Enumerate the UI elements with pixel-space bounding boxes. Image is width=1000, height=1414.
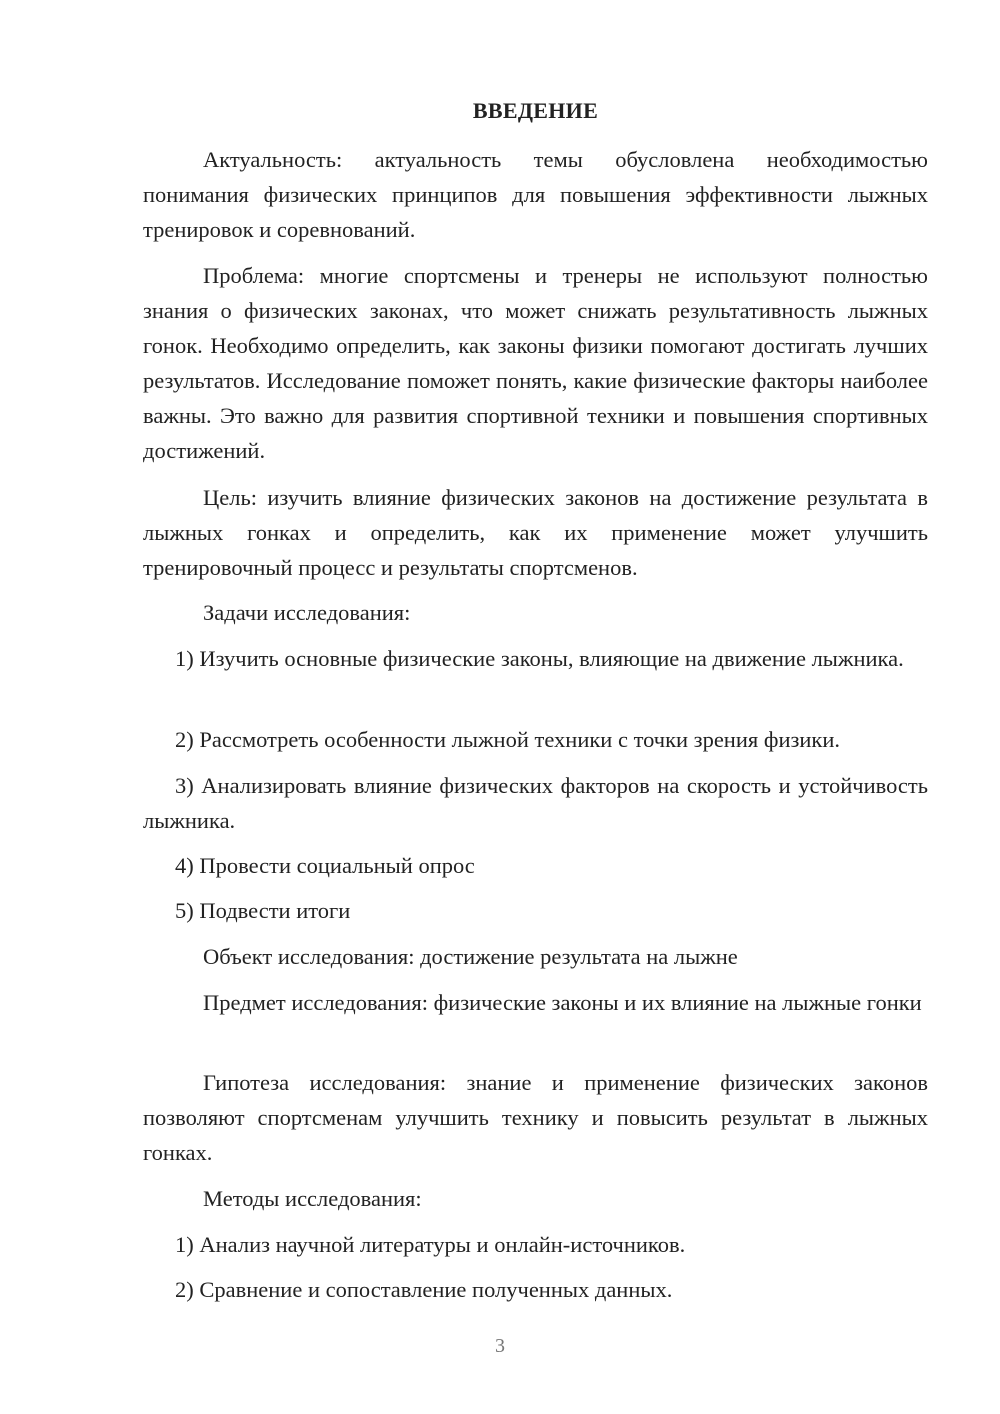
section-heading: ВВЕДЕНИЕ xyxy=(472,98,599,123)
list-item-task-1: 1) Изучить основные физические законы, влияющие на движение лыжника. xyxy=(175,646,904,671)
paragraph-hypothesis: Гипотеза исследования: знание и применение физических законов позволяют спортсменам улучшить технику и повысить результат в лыжных гонках. xyxy=(143,1070,928,1165)
paragraph-problem: Проблема: многие спортсмены и тренеры не используют полностью знания о физических законах, что может снижать результативность лыжных гонок. Необходимо определить, как законы физики помогают достигать лучших результатов. Исследование поможет понять, какие физические факторы наиболее важны. Это важно для развития спортивной техники и повышения спортивных достижений. xyxy=(143,263,928,463)
page-number: 3 xyxy=(495,1335,505,1357)
list-item-task-4: 4) Провести социальный опрос xyxy=(175,853,475,878)
paragraph-goal: Цель: изучить влияние физических законов на достижение результата в лыжных гонках и определить, как их применение может улучшить тренировочный процесс и результаты спортсменов. xyxy=(143,485,928,580)
list-item-method-2: 2) Сравнение и сопоставление полученных данных. xyxy=(175,1277,673,1302)
paragraph-relevance: Актуальность: актуальность темы обусловлена необходимостью понимания физических принципов для повышения эффективности лыжных тренировок и соревнований. xyxy=(143,147,928,242)
paragraph-subject: Предмет исследования: физические законы и их влияние на лыжные гонки xyxy=(203,990,922,1015)
list-item-method-1: 1) Анализ научной литературы и онлайн-источников. xyxy=(175,1232,686,1257)
list-item-task-2: 2) Рассмотреть особенности лыжной техники с точки зрения физики. xyxy=(175,727,841,752)
list-item-task-3: 3) Анализировать влияние физических факторов на скорость и устойчивость лыжника. xyxy=(143,773,928,833)
methods-title: Методы исследования: xyxy=(203,1186,422,1211)
paragraph-object: Объект исследования: достижение результата на лыжне xyxy=(203,944,738,969)
list-item-task-5: 5) Подвести итоги xyxy=(175,898,351,923)
tasks-title: Задачи исследования: xyxy=(203,600,411,625)
